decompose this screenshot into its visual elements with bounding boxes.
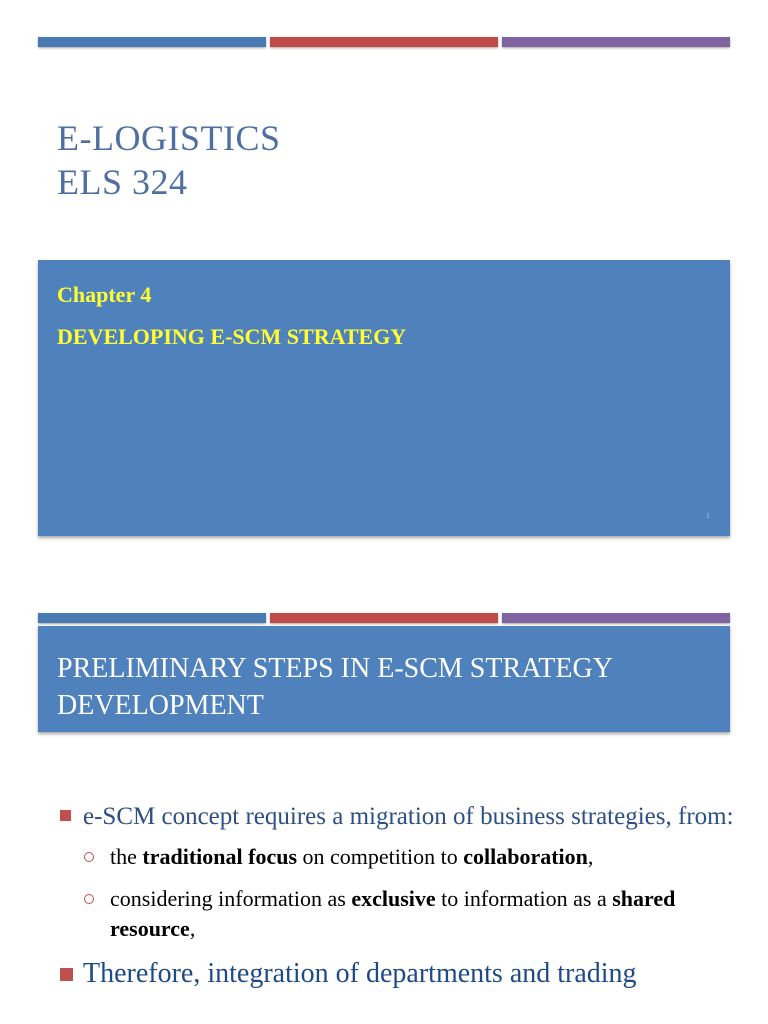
chapter-label: Chapter 4 [57,282,152,307]
text-segment: , [587,844,594,869]
text-segment: considering information as [110,886,352,911]
square-bullet-icon [60,968,73,981]
course-title-line2: ELS 324 [57,162,188,202]
top-bar-blue-segment [38,613,266,623]
section-title: PRELIMINARY STEPS IN E-SCM STRATEGY DEVELOPMENT [57,653,612,721]
top-bar-red-segment [270,37,498,47]
sub-bullet-text [110,886,675,941]
square-bullet-icon [60,810,71,821]
top-bar-purple-segment [502,37,730,47]
section-title-box [38,626,730,732]
decorative-top-bar [38,37,730,47]
sub-bullet-collaboration [58,842,738,872]
bold-text-segment: exclusive [351,886,436,911]
circle-bullet-icon [84,894,94,904]
decorative-top-bar-slide2 [38,613,730,623]
sub-bullet-shared-resource [58,884,738,944]
course-title-line1: E-LOGISTICS [57,118,281,158]
bold-text-segment: traditional focus [142,844,298,869]
text-segment: to information as a [435,886,613,911]
bold-text-segment: shared resource [110,886,676,941]
chapter-box [38,260,730,536]
bullet-list [58,800,738,1000]
sub-bullet-text [110,844,593,869]
top-bar-purple-segment [502,613,730,623]
course-title [57,116,281,204]
slide-number: 1 [706,511,710,520]
top-bar-red-segment [270,613,498,623]
top-bar-blue-segment [38,37,266,47]
bullet-text: e-SCM concept requires a migration of business strategies, from: [83,803,734,830]
bold-text-segment: collaboration [463,844,588,869]
text-segment: the [110,844,143,869]
bullet-text: Therefore, integration of departments and trading [83,958,637,989]
circle-bullet-icon [84,852,94,862]
bullet-item-integration [58,956,738,992]
text-segment: on competition to [297,844,464,869]
bullet-item-migration [58,800,738,834]
text-segment: , [189,916,196,941]
chapter-heading: DEVELOPING E-SCM STRATEGY [57,324,407,349]
